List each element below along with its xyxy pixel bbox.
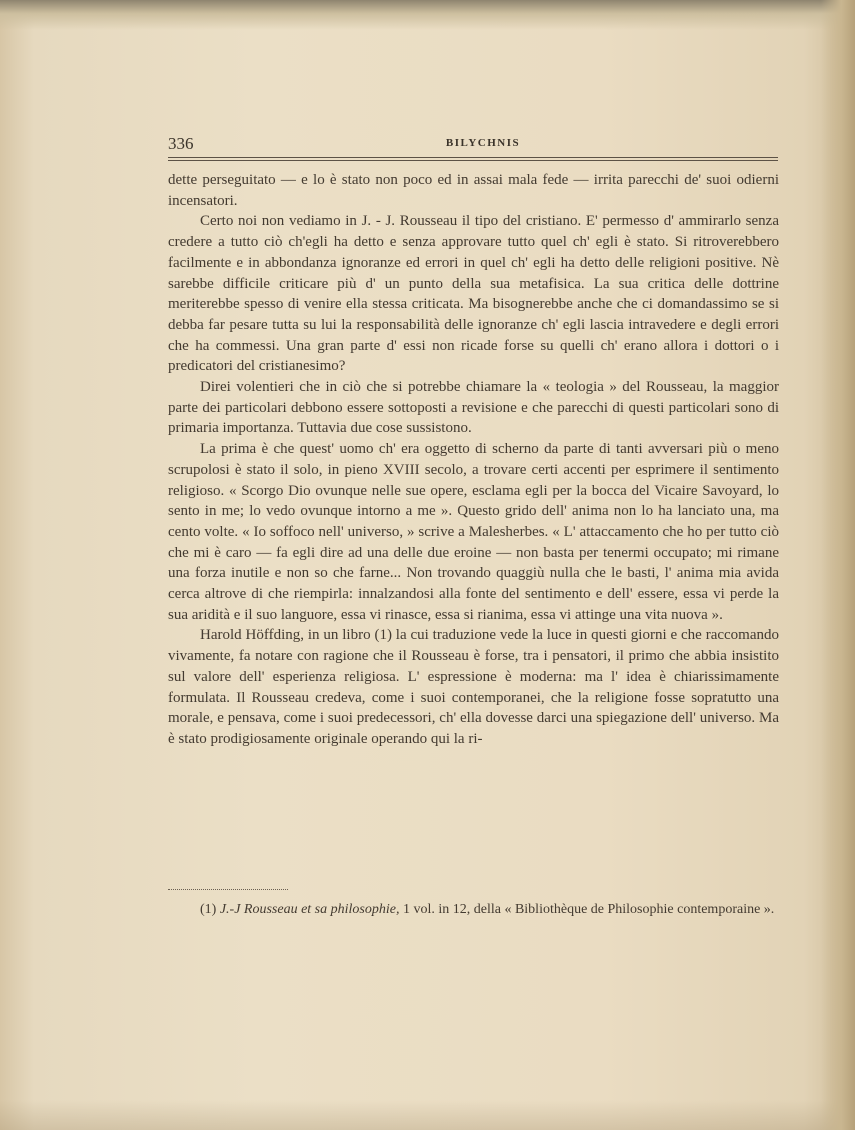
footnote xyxy=(168,900,779,920)
paragraph: Direi volentieri che in ciò che si potrebbe chiamare la « teologia » del Rousseau, la maggior parte dei particolari debbono essere sottoposti a revisione e che parecchi di questi particolari sono di primaria importanza. Tuttavia due cose sussistono. xyxy=(168,379,779,437)
footnote-marker: (1) xyxy=(200,902,217,917)
paragraph: La prima è che quest' uomo ch' era oggetto di scherno da parte di tanti avversari più o meno scrupolosi è stato il solo, in pieno XVIII secolo, a trovare certi accenti per esprimere il sentimento religioso. « Scorgo Dio ovunque nelle sue opere, esclama egli per la bocca del Vicaire Savoyard, lo sento in me; lo vedo ovunque intorno a me ». Questo grido dell' anima non lo ha lanciato una, ma cento volte. « Io soffoco nell' universo, » scrive a Malesherbes. « L' attaccamento che ho per tutto ciò che mi è caro — fa egli dire ad una delle due eroine — non basta per tenermi occupato; mi rimane una forza inutile e non so che farne... Non trovando quaggiù nulla che le basti, l' anima mia avida cerca altrove di che riempirla: innalzandosi alla fonte del sentimento e dell' essere, essa vi perde la sua aridità e il suo languore, essa vi rinasce, essa si rianima, essa vi attinge una vita nuova ». xyxy=(168,441,779,623)
footnote-details: 1 vol. in 12, della « Bibliothèque de Philosophie contemporaine ». xyxy=(402,902,775,917)
header-rule xyxy=(168,157,778,158)
running-title: BILYCHNIS xyxy=(445,137,521,149)
page-number: 336 xyxy=(168,134,194,153)
page-header xyxy=(168,134,778,154)
paragraph: Certo noi non vediamo in J. - J. Rousseau il tipo del cristiano. E' permesso d' ammirarlo senza credere a tutto ciò ch'egli ha detto e senza approvare tutto quel ch' egli è stato. Si ritroverebbero facilmente e in abbondanza ignoranze ed errori in quel ch' egli ha detto delle religioni positive. Nè sarebbe difficile criticare più d' un punto della sua metafisica. La sua critica delle dottrine meriterebbe spesso di venire ella stessa criticata. Ma bisognerebbe anche che ci domandassimo se si debba far pesare tutta su lui la responsabilità delle ignoranze ch' egli lascia intravedere e degli errori che ha commessi. Una gran parte d' essi non ricade forse su quelli ch' erano allora i dottori o i predicatori del cristianesimo? xyxy=(168,213,779,375)
header-rule-double xyxy=(168,160,778,161)
paragraph: Harold Höffding, in un libro (1) la cui traduzione vede la luce in questi giorni e che raccomando vivamente, fa notare con ragione che il Rousseau è forse, tra i pensatori, il primo che abbia insistito sul valore dell' esperienza religiosa. L' espressione è moderna: ma l' idea è chiarissimamente formulata. Il Rousseau credeva, come i suoi contemporanei, che la religione fosse sopratutto una morale, e pensava, come i suoi predecessori, ch' ella dovesse darci una spiegazione dell' universo. Ma è stato prodigiosamente originale operando qui la ri- xyxy=(168,627,779,747)
footnote-work-title: J.-J Rousseau et sa philosophie, xyxy=(219,902,400,917)
paragraph: dette perseguitato — e lo è stato non poco ed in assai mala fede — irrita parecchi de' suoi odierni incensatori. xyxy=(168,172,779,209)
body-text xyxy=(168,170,779,750)
page-shadow xyxy=(0,1100,855,1130)
footnote-separator xyxy=(168,889,288,890)
